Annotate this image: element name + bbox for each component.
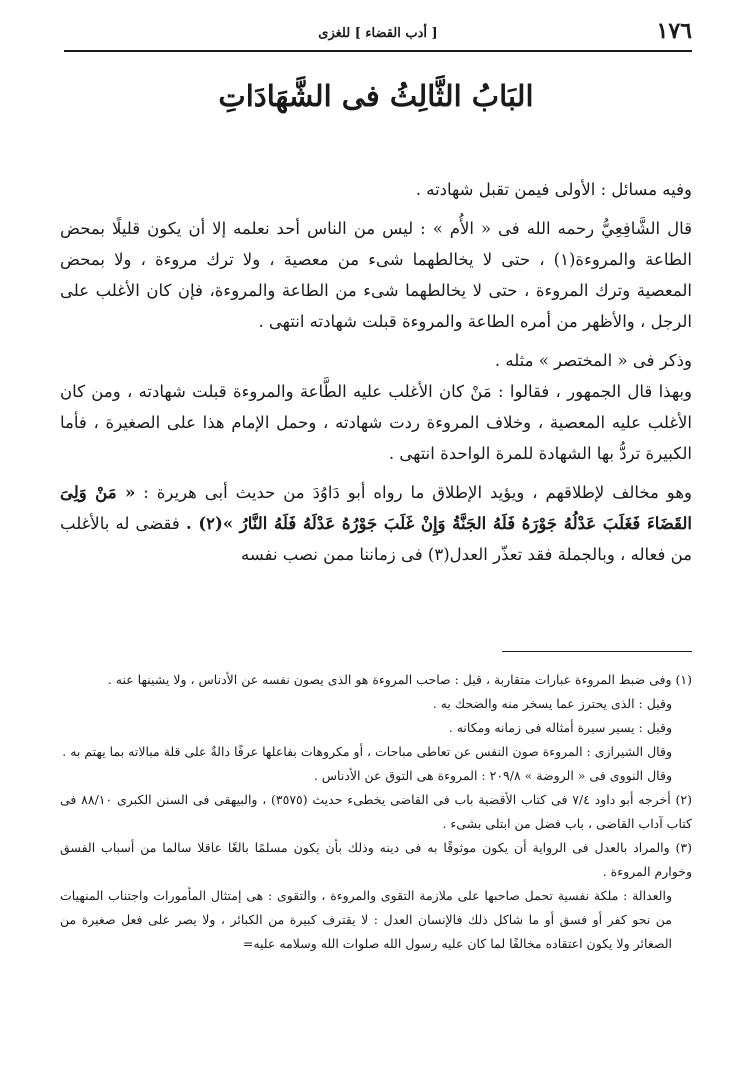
running-header <box>64 18 692 48</box>
footnotes <box>60 668 692 956</box>
main-text <box>60 166 692 570</box>
book-title: [ أدب القضاء ] للغزى <box>318 25 438 41</box>
footnote-line: وقيل : الذى يحترز عما يسخر منه والضحك به . <box>432 696 672 711</box>
footnote-1: (١) وفى ضبط المروءة عبارات متقاربة ، قيل : صاحب المروءة هو الذى يصون نفسه عن الأدناس ، ولا يشينها عنه . <box>107 672 692 687</box>
header-rule <box>64 50 692 52</box>
footnote-line: وقال الشيرازى : المروءة صون النفس عن تعاطى مباحات ، أو مكروهات بفاعلها عرفًا دالةٌ على قلة مبالاته بما يهتم به . <box>62 744 672 759</box>
footnote-line: وقال النووى فى « الروضة » ٢٠٩/٨ : المروءة هى التوق عن الأدناس . <box>313 768 672 783</box>
paragraph: قال الشَّافِعِيُّ رحمه الله فى « الأُم » : ليس من الناس أحد نعلمه إلا أن يكون قليلًا بمحض الطاعة والمروءة(١) ، حتى لا يخالطهما شىء من معصية ، ولا ترك مروءة ، ولا بمحض المعصية وترك المروءة ، حتى لا يخالطهما شىء من الطاعة والمروءة، فإن كان الأغلب على الرجل ، والأظهر من أمره الطاعة والمروءة قبلت شهادته انتهى . <box>60 219 692 331</box>
paragraph: وذكر فى « المختصر » مثله . <box>494 351 692 370</box>
hadith-quote: « مَنْ وَلِىَ القَضَاءَ فَغَلَبَ عَدْلُهُ جَوْرَهُ فَلَهُ الجَنَّةُ وَإِنْ غَلَبَ جَوْرُهُ عَدْلَهُ فَلَهُ النَّارُ »(٢) . <box>60 483 692 533</box>
footnote-line: والعدالة : ملكة نفسية تحمل صاحبها على ملازمة التقوى والمروءة ، والتقوى : هى إمتثال المأمورات واجتناب المنهيات من نحو كفر أو فسق أو ما شاكل ذلك فالإنسان العدل : لا يقترف كبيرة من الكبائر ، ولا يصر على فعل صغيرة من الصغائر ولا يكون اعتقاده مخالفًا لما كان عليه رسول الله صلوات الله وسلامه عليه= <box>60 888 672 951</box>
paragraph: وفيه مسائل : الأولى فيمن تقبل شهادته . <box>415 180 692 199</box>
footnote-2: (٢) أخرجه أبو داود ٧/٤ فى كتاب الأقضية باب فى القاضى يخطىء حديث (٣٥٧٥) ، والبيهقى فى السنن الكبرى ٨٨/١٠ فى كتاب آداب القاضى ، باب فضل من ابتلى بشىء . <box>60 792 692 831</box>
footnote-3: (٣) والمراد بالعدل فى الرواية أن يكون موثوقًا به فى دينه وذلك بأن يكون مسلمًا بالغًا عاقلا سالما من أسباب الفسق وخوارم المروءة . <box>60 840 692 879</box>
footnote-separator <box>502 651 692 652</box>
paragraph: وبهذا قال الجمهور ، فقالوا : مَنْ كان الأغلب عليه الطَّاعة والمروءة قبلت شهادته ، ومن كان الأغلب عليه المعصية ، وخلاف المروءة ردت شهادته ، وحمل الإمام هذا على الصغيرة ، فأما الكبيرة تردُّ بها الشهادة للمرة الواحدة انتهى . <box>60 382 692 463</box>
paragraph-continuation: فقضى له بالأغلب من فعاله ، وبالجملة فقد تعذّر العدل(٣) فى زماننا ممن نصب نفسه <box>60 514 692 564</box>
paragraph <box>60 477 692 570</box>
chapter-title: البَابُ الثَّالِثُ فى الشَّهَادَاتِ <box>218 79 534 113</box>
page-number: ١٧٦ <box>656 18 692 44</box>
paragraph-intro: وهو مخالف لإطلاقهم ، ويؤيد الإطلاق ما رواه أبو دَاوُدَ من حديث أبى هريرة : <box>143 483 692 502</box>
footnote-line: وقيل : يسير سيرة أمثاله فى زمانه ومكانه . <box>448 720 672 735</box>
